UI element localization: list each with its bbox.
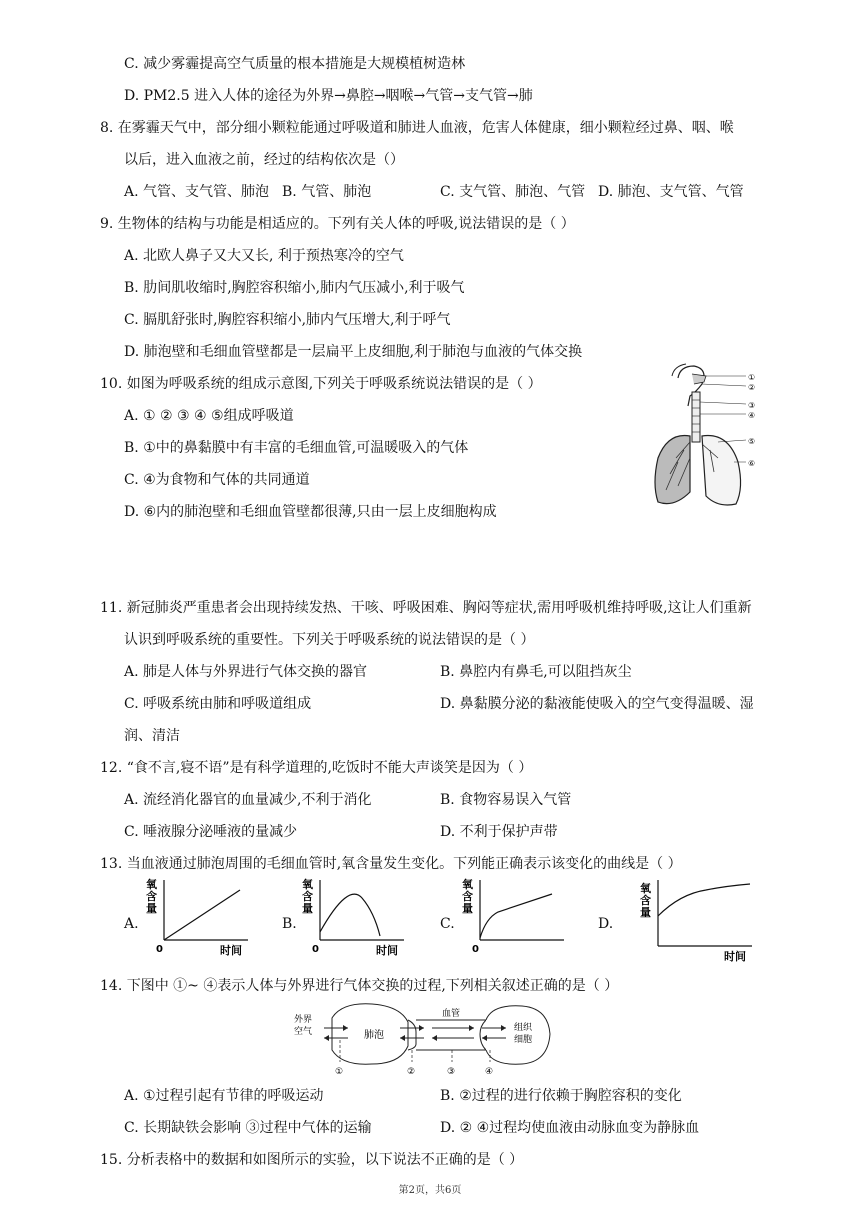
q13-graph-d	[634, 876, 764, 964]
svg-text:量: 量	[462, 902, 473, 915]
svg-text:①: ①	[335, 1067, 344, 1076]
q11-option-a: A. 肺是人体与外界进行气体交换的器官	[124, 664, 368, 680]
q9-option-a: A. 北欧人鼻子又大又长, 利于预热寒冷的空气	[124, 248, 404, 264]
q12-option-d: D. 不利于保护声带	[440, 824, 558, 840]
svg-text:②: ②	[407, 1067, 416, 1076]
figure-label-5: ⑤	[748, 437, 756, 446]
q14-option-a: A. ①过程引起有节律的呼吸运动	[124, 1088, 324, 1104]
figure-label-4: ④	[748, 411, 756, 420]
q8-option-d: D. 肺泡、支气管、气管	[598, 184, 744, 200]
q15-stem: 15. 分析表格中的数据和如图所示的实验，以下说法不正确的是（ ）	[100, 1152, 524, 1168]
q11-option-b: B. 鼻腔内有鼻毛,可以阻挡灰尘	[440, 664, 632, 680]
svg-text:含: 含	[462, 890, 473, 903]
label-tissue-1: 组织	[514, 1023, 533, 1033]
label-alveolus: 肺泡	[364, 1030, 384, 1041]
respiratory-system-figure	[648, 362, 764, 514]
svg-text:0: 0	[312, 944, 319, 955]
label-vessel: 血管	[442, 1009, 461, 1019]
q12-stem: 12. “食不言,寝不语”是有科学道理的,吃饭时不能大声谈笑是因为（ ）	[100, 760, 533, 776]
svg-text:时间: 时间	[724, 950, 746, 963]
q14-option-d: D. ② ④过程均使血液由动脉血变为静脉血	[440, 1120, 700, 1136]
q10-option-c: C. ④为食物和气体的共同通道	[124, 472, 310, 488]
svg-text:0: 0	[472, 944, 479, 955]
q10-option-d: D. ⑥内的肺泡壁和毛细血管壁都很薄,只由一层上皮细胞构成	[124, 504, 497, 520]
q14-stem: 14. 下图中 ①~ ④表示人体与外界进行气体交换的过程,下列相关叙述正确的是（ ）	[100, 978, 619, 994]
q12-option-b: B. 食物容易误入气管	[440, 792, 572, 808]
figure-label-1: ①	[748, 373, 756, 382]
q8-option-c: C. 支气管、肺泡、气管	[440, 184, 586, 200]
svg-text:氧: 氧	[640, 882, 651, 895]
q13-graph-a	[140, 876, 270, 956]
q7-option-d: D. PM2.5 进入人体的途径为外界→鼻腔→咽喉→气管→支气管→肺	[124, 88, 533, 104]
svg-text:氧: 氧	[146, 878, 157, 891]
svg-text:氧: 氧	[302, 878, 313, 891]
label-outside-air-2: 空气	[294, 1027, 313, 1037]
q13-letter-d: D.	[598, 916, 614, 932]
q10-option-a: A. ① ② ③ ④ ⑤组成呼吸道	[124, 408, 294, 424]
q13-letter-b: B.	[282, 916, 297, 932]
svg-text:含: 含	[640, 894, 651, 907]
q11-stem-cont: 认识到呼吸系统的重要性。下列关于呼吸系统的说法错误的是（ ）	[124, 632, 535, 648]
q8-option-a: A. 气管、支气管、肺泡	[124, 184, 270, 200]
q13-graph-c	[456, 876, 586, 956]
svg-text:氧: 氧	[462, 878, 473, 891]
q12-option-a: A. 流经消化器官的血量减少,不利于消化	[124, 792, 372, 808]
svg-text:时间: 时间	[220, 944, 242, 956]
q9-option-b: B. 肋间肌收缩时,胸腔容积缩小,肺内气压减小,利于吸气	[124, 280, 465, 296]
label-tissue-2: 细胞	[514, 1035, 533, 1045]
q14-gas-exchange-figure	[292, 1000, 572, 1076]
q11-stem: 11. 新冠肺炎严重患者会出现持续发热、干咳、呼吸困难、胸闷等症状,需用呼吸机维持呼吸,这让人们重新	[100, 600, 752, 616]
q11-option-d-cont: 润、清洁	[124, 728, 180, 744]
q9-option-d: D. 肺泡壁和毛细血管壁都是一层扁平上皮细胞,利于肺泡与血液的气体交换	[124, 344, 583, 360]
figure-label-3: ③	[748, 401, 756, 410]
q8-option-b: B. 气管、肺泡	[282, 184, 372, 200]
svg-text:③: ③	[447, 1067, 456, 1076]
q14-option-b: B. ②过程的进行依赖于胸腔容积的变化	[440, 1088, 682, 1104]
q12-option-c: C. 唾液腺分泌唾液的量减少	[124, 824, 298, 840]
q8-stem: 8. 在雾霾天气中，部分细小颗粒能通过呼吸道和肺进人血液，危害人体健康，细小颗粒经过鼻、咽、喉	[100, 120, 734, 136]
svg-text:④: ④	[485, 1067, 494, 1076]
q13-letter-c: C.	[440, 916, 455, 932]
q11-option-c: C. 呼吸系统由肺和呼吸道组成	[124, 696, 312, 712]
svg-text:0: 0	[156, 944, 163, 955]
q11-option-d: D. 鼻黏膜分泌的黏液能使吸入的空气变得温暖、湿	[440, 696, 754, 712]
q7-option-c: C. 减少雾霾提高空气质量的根本措施是大规模植树造林	[124, 56, 466, 72]
label-outside-air-1: 外界	[294, 1015, 313, 1025]
q9-stem: 9. 生物体的结构与功能是相适应的。下列有关人体的呼吸,说法错误的是（ ）	[100, 216, 575, 232]
svg-text:时间: 时间	[376, 944, 398, 956]
q14-option-c: C. 长期缺铁会影响 ③过程中气体的运输	[124, 1120, 372, 1136]
figure-label-2: ②	[748, 383, 756, 392]
q10-stem: 10. 如图为呼吸系统的组成示意图,下列关于呼吸系统说法错误的是（ ）	[100, 376, 542, 392]
svg-text:含: 含	[146, 890, 157, 903]
page-footer: 第2页，共6页	[398, 1185, 462, 1196]
svg-text:量: 量	[640, 906, 651, 919]
q9-option-c: C. 膈肌舒张时,胸腔容积缩小,肺内气压增大,利于呼气	[124, 312, 451, 328]
svg-text:量: 量	[302, 902, 313, 915]
q13-letter-a: A.	[124, 916, 139, 932]
svg-text:量: 量	[146, 902, 157, 915]
q10-option-b: B. ①中的鼻黏膜中有丰富的毛细血管,可温暖吸入的气体	[124, 440, 469, 456]
q13-stem: 13. 当血液通过肺泡周围的毛细血管时,氧含量发生变化。下列能正确表示该变化的曲线是（ ）	[100, 856, 682, 872]
q8-stem-cont: 以后，进入血液之前，经过的结构依次是（）	[124, 152, 404, 168]
figure-label-6: ⑥	[748, 459, 756, 468]
svg-text:含: 含	[302, 890, 313, 903]
q13-graph-b	[296, 876, 426, 956]
